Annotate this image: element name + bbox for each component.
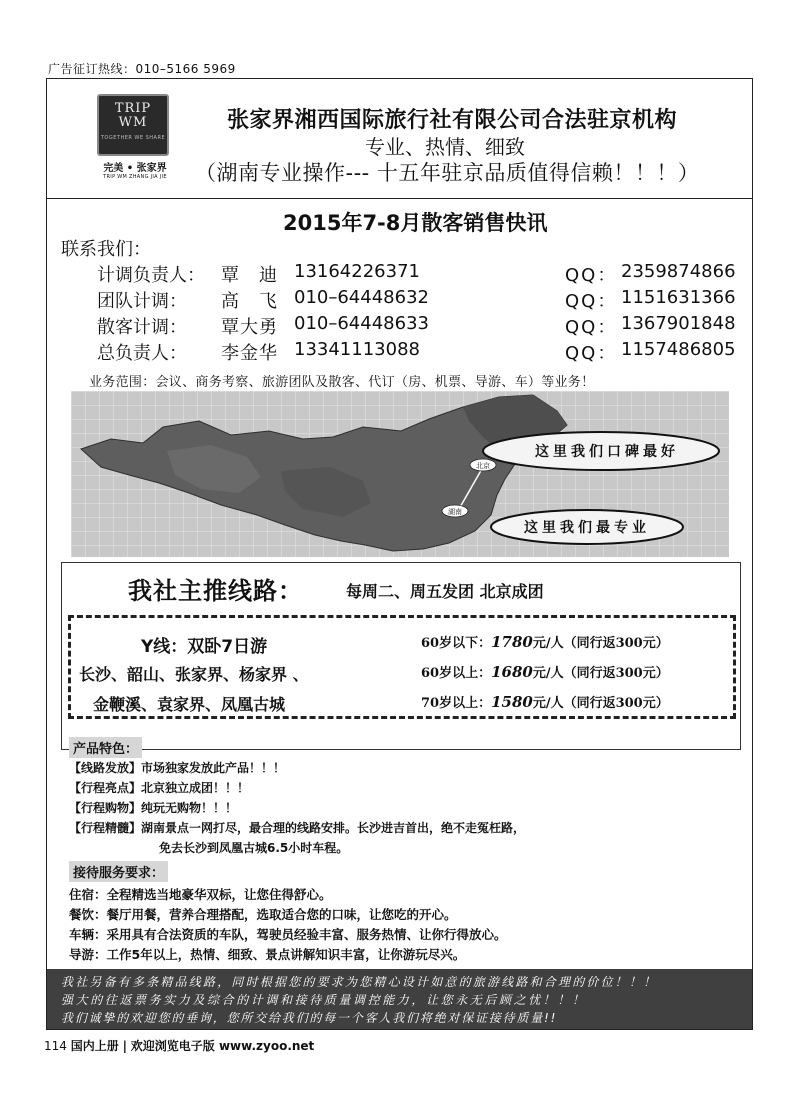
contact-name: 覃大勇 [221,317,278,338]
footer-section: 国内上册 [70,1039,119,1053]
price-age-label: 60岁以上： [421,666,492,681]
bubble-bottom-text: 这里我们最专业 [524,520,650,536]
contact-qq-number: 2359874866 [621,261,736,282]
price-amount: 1780 [491,633,533,651]
route-stops-line-2: 金鞭溪、袁家界、凤凰古城 [93,695,286,714]
contact-qq-number: 1367901848 [621,313,736,334]
contact-label: 联系我们： [61,239,151,260]
trip-wm-logo [97,94,169,156]
contact-role: 散客计调： [97,317,187,338]
routes-subtitle: 每周二、周五发团 北京成团 [346,582,544,601]
beijing-label: 北京 [476,462,490,470]
price-row [421,692,669,711]
contact-qq-label: QQ： [565,317,618,338]
feature-item: 【线路发放】市场独家发放此产品！！！ [69,761,286,775]
price-row [421,632,669,651]
feature-item: 【行程精髓】湖南景点一网打尽，最合理的线路安排。长沙进吉首出，绝不走冤枉路， [69,821,526,835]
contact-qq-number: 1157486805 [621,339,736,360]
service-item: 住宿：全程精选当地豪华双标，让您住得舒心。 [69,887,332,902]
contact-phone: 13341113088 [294,339,420,360]
logo-text-trip: TRIP [114,101,152,116]
promo-line-2: 强大的往返票务实力及综合的计调和接待质量调控能力，让您永无后顾之忧！！！ [61,993,587,1007]
contact-qq-label: QQ： [565,291,618,312]
features-tag: 产品特色： [69,737,142,758]
logo-text-wm: WM [118,115,148,130]
contact-name: 高 飞 [221,291,278,312]
service-item: 餐饮：餐厅用餐，营养合理搭配，选取适合您的口味，让您吃的开心。 [69,907,457,922]
contact-role: 团队计调： [97,291,187,312]
page-footer [44,1037,314,1054]
logo-tagline: TOGETHER WE SHARE [100,135,166,141]
feature-item: 【行程亮点】北京独立成团！！！ [69,781,250,795]
price-age-label: 60岁以下： [421,636,492,651]
service-item: 导游：工作5年以上，热情、细致、景点讲解知识丰富，让你游玩尽兴。 [69,947,466,962]
price-rest: 元/人（同行返300元） [532,636,669,651]
agency-title: 张家界湘西国际旅行社有限公司合法驻京机构 [227,108,678,133]
routes-title: 我社主推线路： [128,576,303,605]
service-tag: 接待服务要求： [69,861,168,882]
hunan-label: 湖南 [448,508,462,516]
price-row [421,662,669,681]
logo-cn-name: 完美 • 张家界 [103,163,167,174]
contact-phone: 13164226371 [294,261,420,282]
contact-qq-label: QQ： [565,343,618,364]
ad-hotline: 广告征订热线：010–5166 5969 [48,62,236,76]
sales-news-title: 2015年7-8月散客销售快讯 [283,211,548,235]
route-detail-box [68,615,736,719]
ad-frame [46,78,753,1030]
route-y-title: Y线：双卧7日游 [141,637,268,657]
logo-en-name: TRIP WM ZHANG JIA JIE [103,174,167,180]
contact-role: 计调负责人： [97,265,205,286]
price-age-label: 70岁以上： [421,696,492,711]
promo-line-1: 我社另备有多条精品线路，同时根据您的要求为您精心设计如意的旅游线路和合理的价位！！！ [61,975,658,989]
agency-trust-line: （湖南专业操作--- 十五年驻京品质值得信赖！！！） [195,161,700,185]
price-amount: 1580 [491,693,533,711]
service-item: 车辆：采用具有合法资质的车队，驾驶员经验丰富、服务热情、让你行得放心。 [69,927,507,942]
bubble-top-text: 这里我们口碑最好 [535,444,679,460]
main-routes-box [61,562,741,750]
price-amount: 1680 [491,663,533,681]
price-rest: 元/人（同行返300元） [532,696,669,711]
feature-item: 【行程购物】纯玩无购物！！！ [69,801,238,815]
contact-name: 李金华 [221,343,278,364]
agency-header [47,79,752,199]
contact-name: 覃 迪 [221,265,278,286]
contact-phone: 010–64448632 [294,287,429,308]
contact-phone: 010–64448633 [294,313,429,334]
route-stops-line-1: 长沙、韶山、张家界、杨家界 、 [79,665,309,684]
business-scope: 业务范围：会议、商务考察、旅游团队及散客、代订（房、机票、导游、车）等业务！ [89,375,595,390]
feature-item-continued: 免去长沙到凤凰古城6.5小时车程。 [159,841,349,855]
footer-separator: | [122,1039,127,1053]
china-map [71,391,729,557]
promo-band [47,969,752,1029]
footer-text: 欢迎浏览电子版 www.zyoo.net [130,1039,315,1053]
contact-role: 总负责人： [97,343,187,364]
agency-slogan: 专业、热情、细致 [365,135,525,159]
contact-qq-label: QQ： [565,265,618,286]
page-number: 114 [44,1039,67,1053]
price-rest: 元/人（同行返300元） [532,666,669,681]
contact-qq-number: 1151631366 [621,287,736,308]
promo-line-3: 我们诚挚的欢迎您的垂询，您所交给我们的每一个客人我们将绝对保证接待质量!! [61,1011,558,1025]
